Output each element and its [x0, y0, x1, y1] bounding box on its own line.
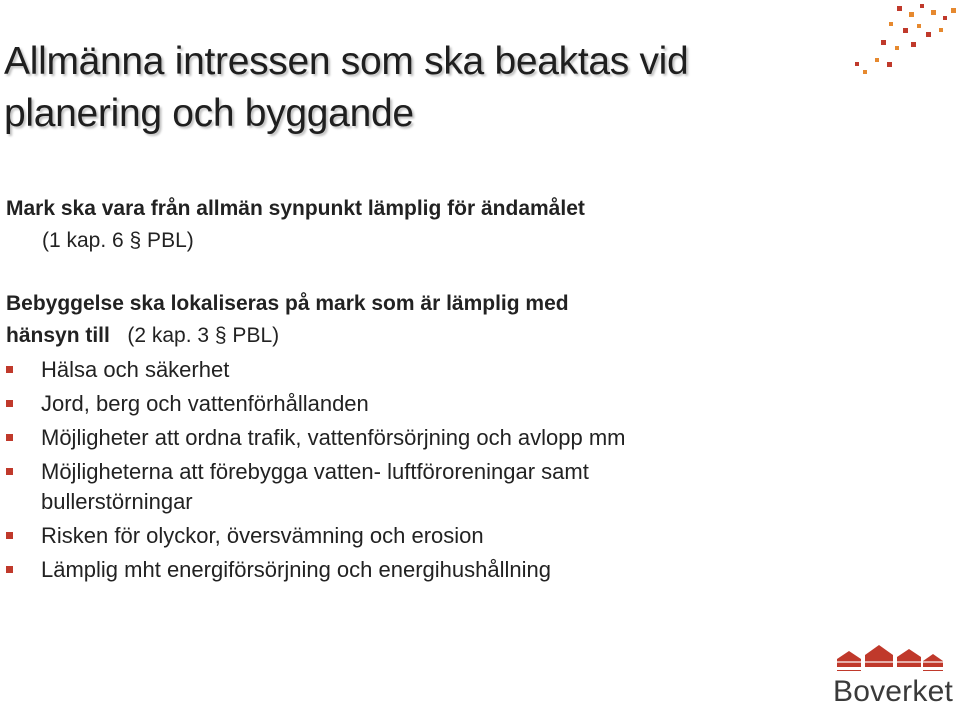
slide-title-line-2: planering och byggande [4, 92, 414, 135]
list-item: Risken för olyckor, översvämning och erosion [6, 521, 726, 551]
bullet-square-icon [6, 566, 13, 573]
decorative-dots [819, 0, 959, 80]
section-location-reference: (2 kap. 3 § PBL) [127, 324, 280, 347]
boverket-logo-text: Boverket [833, 675, 953, 708]
slide-title [4, 36, 844, 140]
section-suitability-reference: (1 kap. 6 § PBL) [42, 229, 194, 252]
section-location [6, 288, 569, 352]
bullet-list [6, 355, 726, 589]
section-location-text-line-2: hänsyn till [6, 324, 110, 347]
section-location-text-line-1: Bebyggelse ska lokaliseras på mark som är lämplig med [6, 292, 569, 315]
bullet-square-icon [6, 468, 13, 475]
list-item: Jord, berg och vattenförhållanden [6, 389, 726, 419]
list-item: Lämplig mht energiförsörjning och energihushållning [6, 555, 726, 585]
list-item: Möjligheterna att förebygga vatten- luftföroreningar samt bullerstörningar [6, 457, 726, 517]
bullet-square-icon [6, 366, 13, 373]
bullet-square-icon [6, 532, 13, 539]
bullet-square-icon [6, 400, 13, 407]
section-suitability-text: Mark ska vara från allmän synpunkt lämplig för ändamålet [6, 197, 585, 220]
list-item: Hälsa och säkerhet [6, 355, 726, 385]
section-suitability [6, 193, 585, 257]
bullet-square-icon [6, 434, 13, 441]
slide-title-line-1: Allmänna intressen som ska beaktas vid [4, 40, 689, 83]
list-item: Möjligheter att ordna trafik, vattenförsörjning och avlopp mm [6, 423, 726, 453]
